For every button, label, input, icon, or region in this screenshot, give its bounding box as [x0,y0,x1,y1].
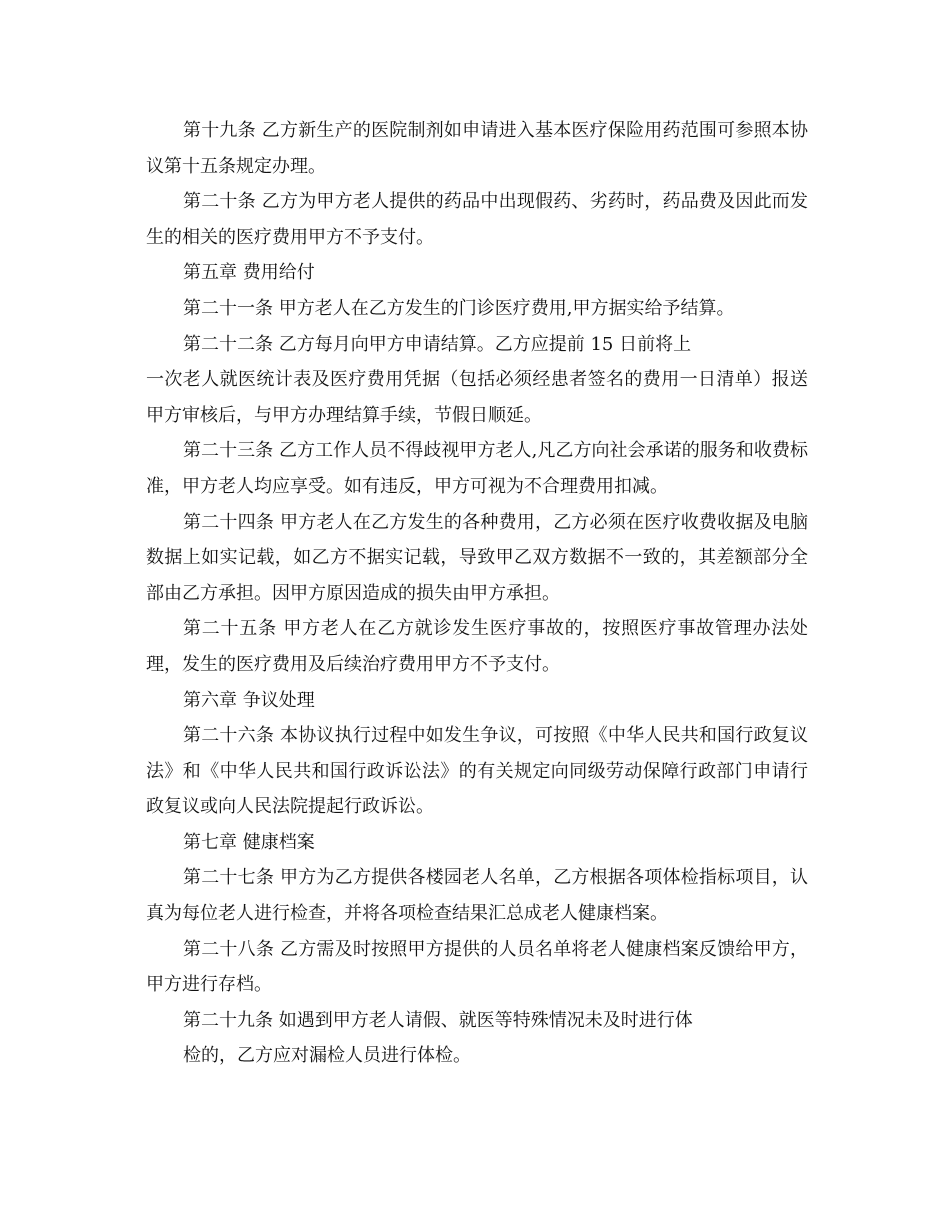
paragraph-article-22: 第二十二条 乙方每月向甲方申请结算。乙方应提前 15 日前将上 [183,333,692,355]
paragraph-article-21: 第二十一条 甲方老人在乙方发生的门诊医疗费用,甲方据实给予结算。 [183,297,735,319]
paragraph-article-29: 第二十九条 如遇到甲方老人请假、就医等特殊情况未及时进行体 [183,1009,693,1031]
paragraph-article-22-continued: 一次老人就医统计表及医疗费用凭据（包括必须经患者签名的费用一日清单）报送甲方审核后，与甲方办理结算手续，节假日顺延。 [146,369,808,426]
paragraph-article-20: 第二十条 乙方为甲方老人提供的药品中出现假药、劣药时，药品费及因此而发生的相关的医疗费用甲方不予支付。 [146,191,808,248]
chapter-heading-6: 第六章 争议处理 [183,689,315,711]
paragraph-article-25: 第二十五条 甲方老人在乙方就诊发生医疗事故的，按照医疗事故管理办法处理，发生的医疗费用及后续治疗费用甲方不予支付。 [146,618,808,675]
paragraph-article-23: 第二十三条 乙方工作人员不得歧视甲方老人,凡乙方向社会承诺的服务和收费标准，甲方老人均应享受。如有违反，甲方可视为不合理费用扣减。 [146,440,808,497]
chapter-heading-5: 第五章 费用给付 [183,262,315,284]
paragraph-article-27: 第二十七条 甲方为乙方提供各楼园老人名单，乙方根据各项体检指标项目，认真为每位老人进行检查，并将各项检查结果汇总成老人健康档案。 [146,867,808,925]
paragraph-article-29-continued: 检的，乙方应对漏检人员进行体检。 [183,1045,471,1067]
paragraph-article-24: 第二十四条 甲方老人在乙方发生的各种费用，乙方必须在医疗收费收据及电脑数据上如实记载，如乙方不据实记载，导致甲乙双方数据不一致的，其差额部分全部由乙方承担。因甲方原因造成的损失由甲方承担。 [146,511,808,604]
chapter-heading-7: 第七章 健康档案 [183,831,315,853]
document-body [146,113,808,1074]
paragraph-article-19: 第十九条 乙方新生产的医院制剂如申请进入基本医疗保险用药范围可参照本协议第十五条规定办理。 [146,120,808,177]
paragraph-article-26: 第二十六条 本协议执行过程中如发生争议，可按照《中华人民共和国行政复议法》和《中华人民共和国行政诉讼法》的有关规定向同级劳动保障行政部门申请行政复议或向人民法院提起行政诉讼。 [146,725,808,818]
paragraph-article-28: 第二十八条 乙方需及时按照甲方提供的人员名单将老人健康档案反馈给甲方，甲方进行存档。 [146,938,808,996]
